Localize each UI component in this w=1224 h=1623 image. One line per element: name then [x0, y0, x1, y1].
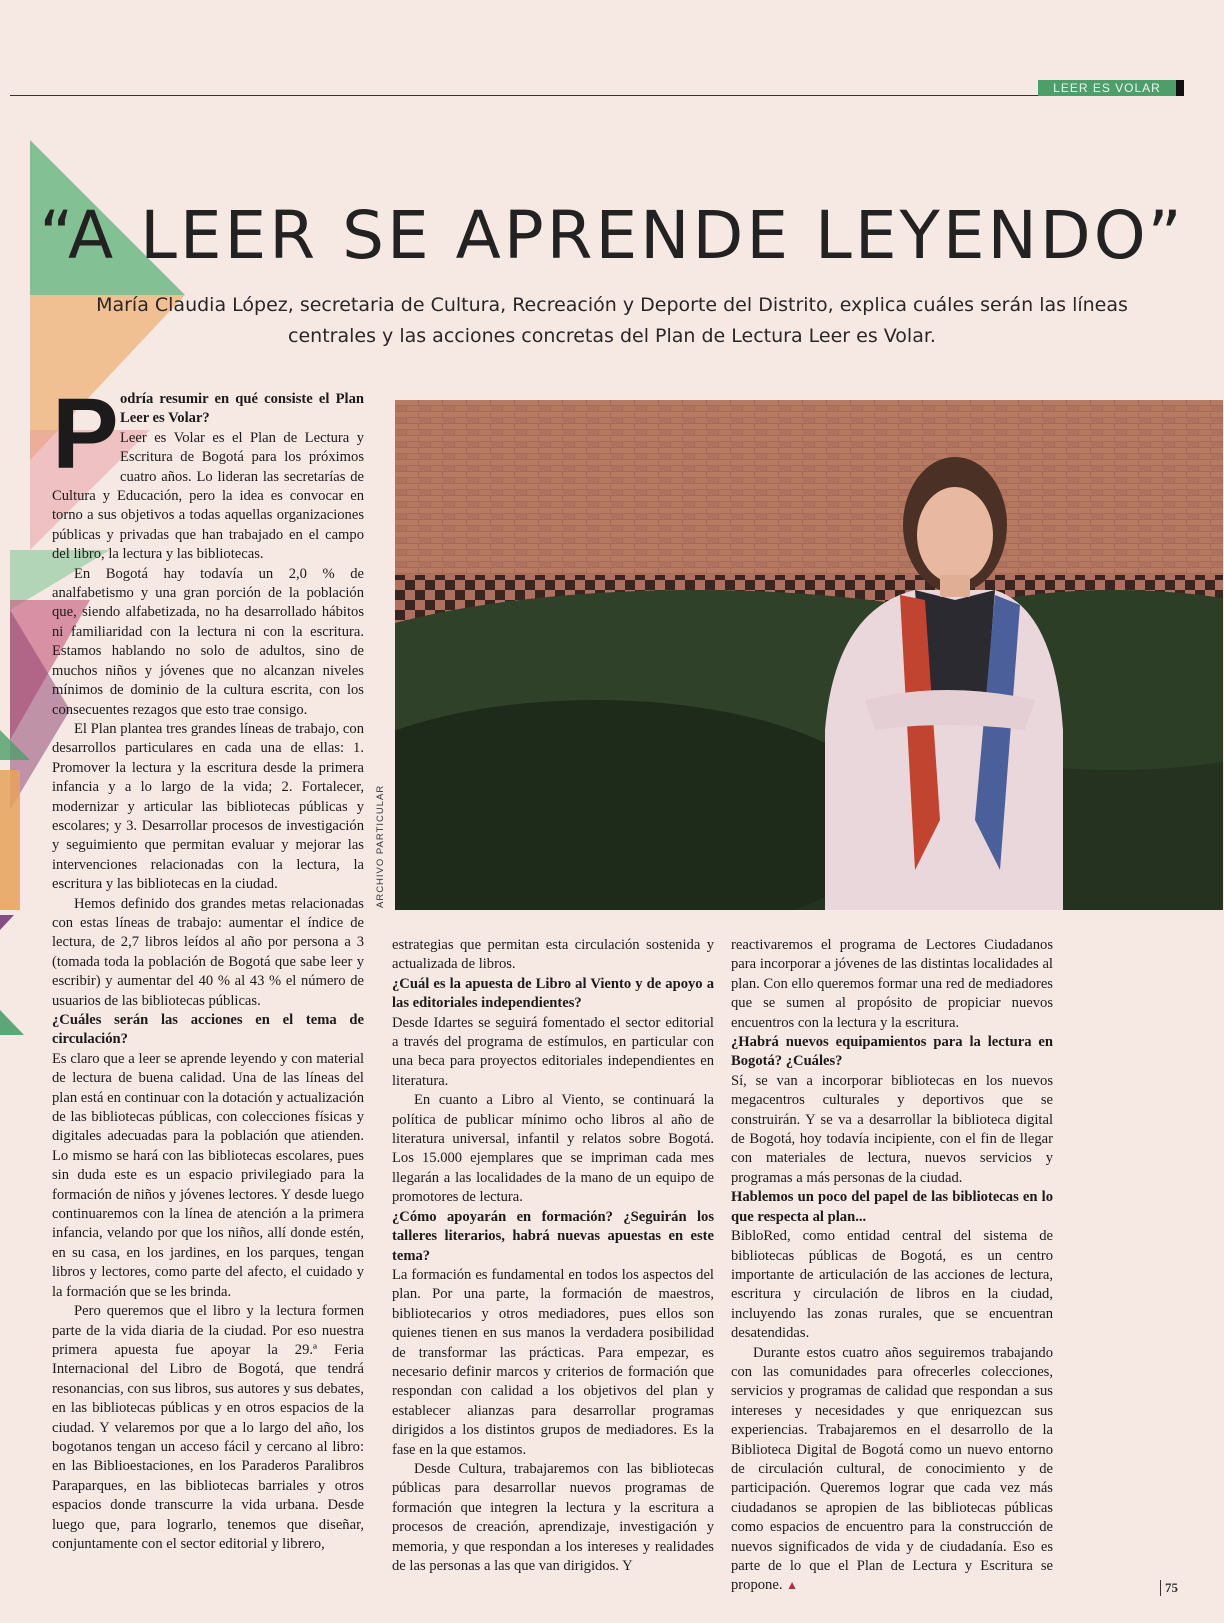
paragraph: estrategias que permitan esta circulación sostenida y actualizada de libros.	[392, 937, 714, 973]
green-small-triangle	[0, 1010, 24, 1035]
question-6: Hablemos un poco del papel de las bibliotecas en lo que respecta al plan...	[731, 1189, 1053, 1225]
orange-strip	[0, 770, 20, 910]
column-1	[52, 378, 365, 1554]
paragraph: El Plan plantea tres grandes líneas de trabajo, con desarrollos particulares en cada una de ellas: 1. Promover la lectura y la escritura desde la primera infancia y a lo largo de la vida; 2. Fortalecer, modernizar y articular las bibliotecas públicas y escolares; y 3. Desarrollar procesos de investigación y seguimiento que permitan evaluar y mejorar las intervenciones relacionadas con la lectura, la escritura y las bibliotecas en la ciudad.	[52, 720, 364, 893]
paragraph: En cuanto a Libro al Viento, se continuará la política de publicar mínimo ocho libros al año de literatura universal, infantil y relatos sobre Bogotá. Los 15.000 ejemplares que se impriman cada mes llegarán a las localidades de la mano de un equipo de promotores de lectura.	[392, 1092, 714, 1206]
paragraph: Desde Idartes se seguirá fomentado el sector editorial a través del programa de estímulos, en particular con una beca para proyectos editoriales independientes en literatura.	[392, 1014, 714, 1089]
paragraph: La formación es fundamental en todos los aspectos del plan. Por una parte, la formación de maestros, bibliotecarios y otros mediadores, pues ellos son quienes tienen en sus manos la verdadera posibilidad de transformar las prácticas. Para empezar, es necesario definir marcos y criterios de formación que respondan con calidad a los objetivos del plan y establecer alianzas para desarrollar programas dirigidos a los distintos grupos de mediadores. Es la fase en la que estamos.	[392, 1266, 714, 1458]
paragraph: Desde Cultura, trabajaremos con las bibliotecas públicas para desarrollar nuevos programas de formación que integren la lectura y la escritura a procesos de creación, aprendizaje, investigación y memoria, y que respondan a los intereses y realidades de las personas a las que van dirigidos. Y	[392, 1460, 714, 1574]
end-mark-icon: ▲	[786, 1578, 799, 1593]
section-tag: LEER ES VOLAR	[1038, 80, 1184, 96]
paragraph: Es claro que a leer se aprende leyendo y con material de lectura de buena calidad. Una de las líneas del plan está en continuar con la dotación y actualización de las bibliotecas públicas, con colecciones físicas y digitales adecuadas para la población que atienden. Lo mismo se hará con las bibliotecas escolares, pues sin duda este es un espacio privilegiado para la formación de niños y jóvenes lectores. Y desde luego continuaremos con la línea de atención a la primera infancia, velando por que los niños, allí donde estén, en su casa, en los jardines, en los parques, tengan libros y lectores, como parte del afecto, el cuidado y la formación que se les brinda.	[52, 1050, 365, 1300]
paragraph-text: Durante estos cuatro años seguiremos trabajando con las comunidades para ofrecerles colecciones, servicios y programas de calidad que respondan a sus intereses y necesidades y que enriquezcan sus experiencias. Trabajaremos en el desarrollo de la Biblioteca Digital de Bogotá como un nuevo entorno de circulación cultural, de conocimiento y de participación. Queremos lograr que cada vez más ciudadanos se apropien de las bibliotecas públicas como espacios de encuentro para la construcción de nuevos significados de vida y de ciudadanía. Eso es parte de lo que el Plan de Lectura y Escritura se propone.	[731, 1344, 1053, 1594]
question-3: ¿Cuál es la apuesta de Libro al Viento y de apoyo a las editoriales independientes?	[392, 975, 714, 1012]
portrait-photo	[395, 400, 1223, 910]
paragraph: BibloRed, como entidad central del sistema de bibliotecas públicas de Bogotá, es un centro importante de articulación de las acciones de lectura, escritura y circulación de libros en la ciudad, incluyendo las zonas rurales, que se encuentran desatendidas.	[731, 1228, 1053, 1342]
photo-credit: ARCHIVO PARTICULAR	[375, 784, 386, 908]
header-rule	[10, 95, 1038, 96]
question-5: ¿Habrá nuevos equipamientos para la lectura en Bogotá? ¿Cuáles?	[731, 1034, 1053, 1070]
question-4: ¿Cómo apoyarán en formación? ¿Seguirán los talleres literarios, habrá nuevas apuestas en este tema?	[392, 1208, 714, 1264]
question-2: ¿Cuáles serán las acciones en el tema de circulación?	[52, 1012, 364, 1048]
column-2	[392, 936, 714, 1576]
paragraph: reactivaremos el programa de Lectores Ciudadanos para incorporar a jóvenes de las distintas localidades al plan. Con ello queremos formar una red de mediadores que se sumen al propósito de propiciar nuevos encuentros con la lectura y la escritura.	[731, 937, 1053, 1031]
question-1: odría resumir en qué consiste el Plan Leer es Volar?	[120, 391, 364, 427]
photo-illustration	[395, 400, 1223, 910]
paragraph: En Bogotá hay todavía un 2,0 % de analfabetismo y una gran porción de la población que, siendo alfabetizada, no ha desarrollado hábitos ni familiaridad con la lectura ni con la escritura. Estamos hablando no solo de adultos, sino de muchos niños y jóvenes que no alcanzan niveles mínimos de dominio de la cultura escrita, con los consecuentes rezagos que esto trae consigo.	[52, 565, 364, 718]
paragraph: Leer es Volar es el Plan de Lectura y Escritura de Bogotá para los próximos cuatro años. Lo lideran las secretarías de Cultura y Educación, pero la idea es convocar en torno a sus objetivos a todas aquellas organizaciones públicas y privadas que han trabajado en el campo del libro, la lectura y las bibliotecas.	[52, 429, 364, 563]
page-title: “A LEER SE APRENDE LEYENDO”	[39, 197, 1185, 274]
paragraph	[731, 1344, 1053, 1596]
paragraph: Sí, se van a incorporar bibliotecas en los nuevos megacentros culturales y deportivos que se construirán. Y se va a desarrollar la biblioteca digital de Bogotá, hoy todavía incipiente, con el fin de llegar con materiales de lectura, nuevos servicios y programas a más personas de la ciudad.	[731, 1072, 1053, 1186]
drop-cap: P	[52, 378, 119, 490]
column-3	[731, 936, 1053, 1596]
purple-small-triangle	[0, 915, 14, 930]
paragraph: Pero queremos que el libro y la lectura formen parte de la vida diaria de la ciudad. Por eso nuestra primera apuesta fue apoyar la 29.ª Feria Internacional del Libro de Bogotá, que tendrá resonancias, con sus libros, sus autores y sus debates, en las bibliotecas públicas y en otros espacios de la ciudad. Y velaremos por que a lo largo del año, los bogotanos tengan un acceso fácil y cercano al libro: en las Biblioestaciones, en los Paraderos Paralibros Paraparques, en las bibliotecas barriales y otros espacios donde transcurre la vida urbana. Desde luego que, para lograrlo, tenemos que diseñar, conjuntamente con el sector editorial y librero,	[52, 1303, 364, 1552]
paragraph: Hemos definido dos grandes metas relacionadas con estas líneas de trabajo: aumentar el índice de lectura, de 2,7 libros leídos al año por persona a 3 (tomada toda la población de Bogotá que sabe leer y escribir) y aumentar del 40 % al 43 % el número de usuarios de las bibliotecas públicas.	[52, 895, 364, 1009]
subtitle: María Claudia López, secretaria de Cultura, Recreación y Deporte del Distrito, explica cuáles serán las líneas centrales y las acciones concretas del Plan de Lectura Leer es Volar.	[96, 294, 1128, 347]
page-number: 75	[1160, 1580, 1178, 1596]
